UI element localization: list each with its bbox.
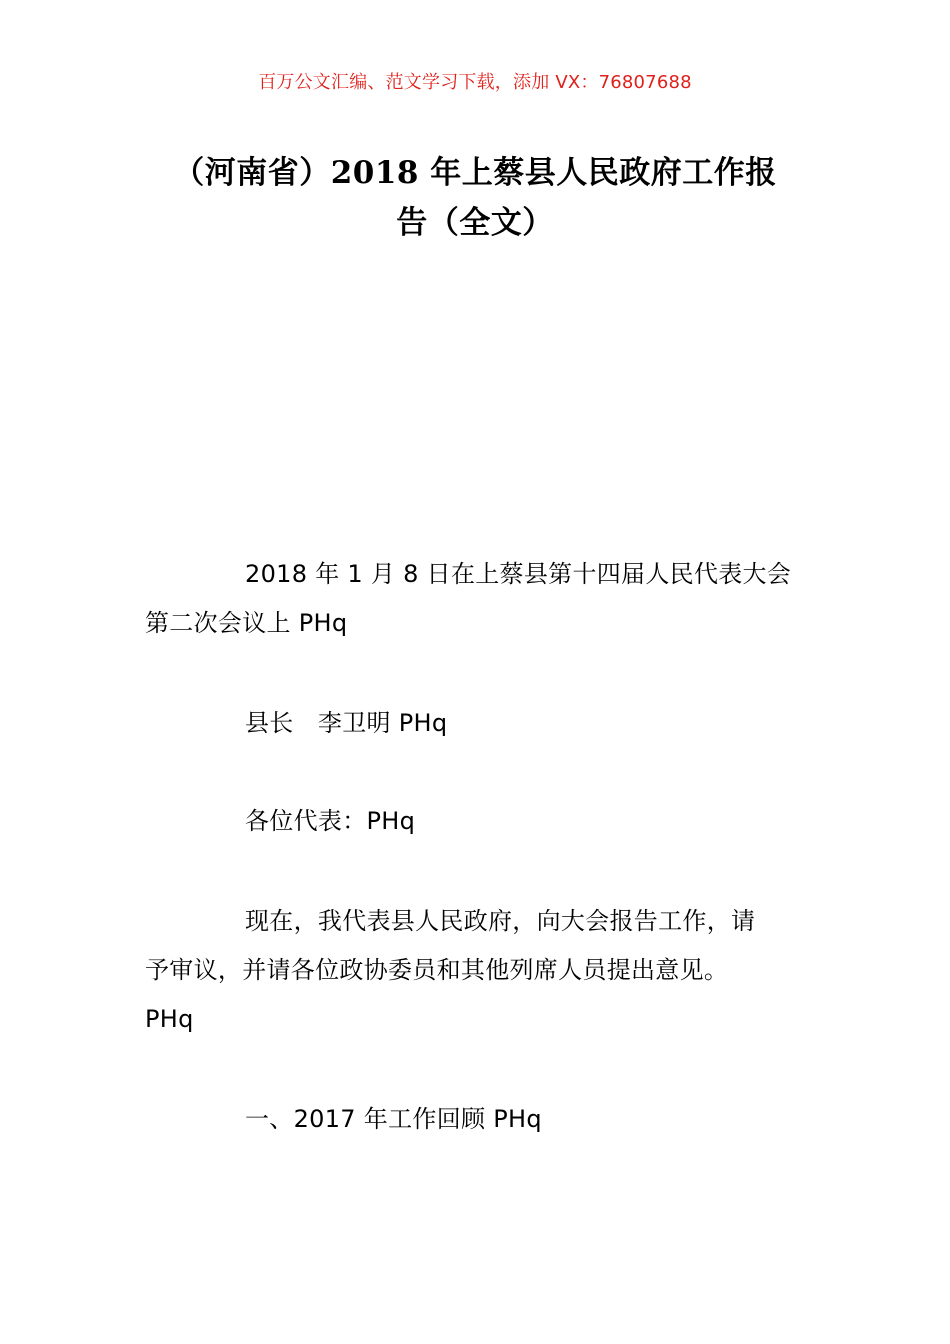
speaker-paragraph: 县长 李卫明 PHq: [245, 709, 448, 737]
header-watermark-note: 百万公文汇编、范文学习下载，添加 VX：76807688: [258, 72, 692, 93]
document-title-line-1: （河南省）2018 年上蔡县人民政府工作报: [173, 155, 777, 191]
section-heading-review: 一、2017 年工作回顾 PHq: [245, 1105, 542, 1133]
intro-line-3: PHq: [145, 1005, 194, 1033]
intro-paragraph: [145, 897, 815, 1044]
salutation-paragraph: 各位代表：PHq: [245, 807, 416, 835]
meeting-info-line-2: 第二次会议上 PHq: [145, 609, 348, 637]
document-title: [145, 148, 805, 248]
meeting-info-paragraph: [145, 550, 815, 648]
meeting-info-line-1: 2018 年 1 月 8 日在上蔡县第十四届人民代表大会: [245, 560, 792, 588]
intro-line-1: 现在，我代表县人民政府，向大会报告工作，请: [245, 907, 756, 935]
document-title-line-2: 告（全文）: [396, 205, 554, 241]
intro-line-2: 予审议，并请各位政协委员和其他列席人员提出意见。: [145, 956, 729, 984]
